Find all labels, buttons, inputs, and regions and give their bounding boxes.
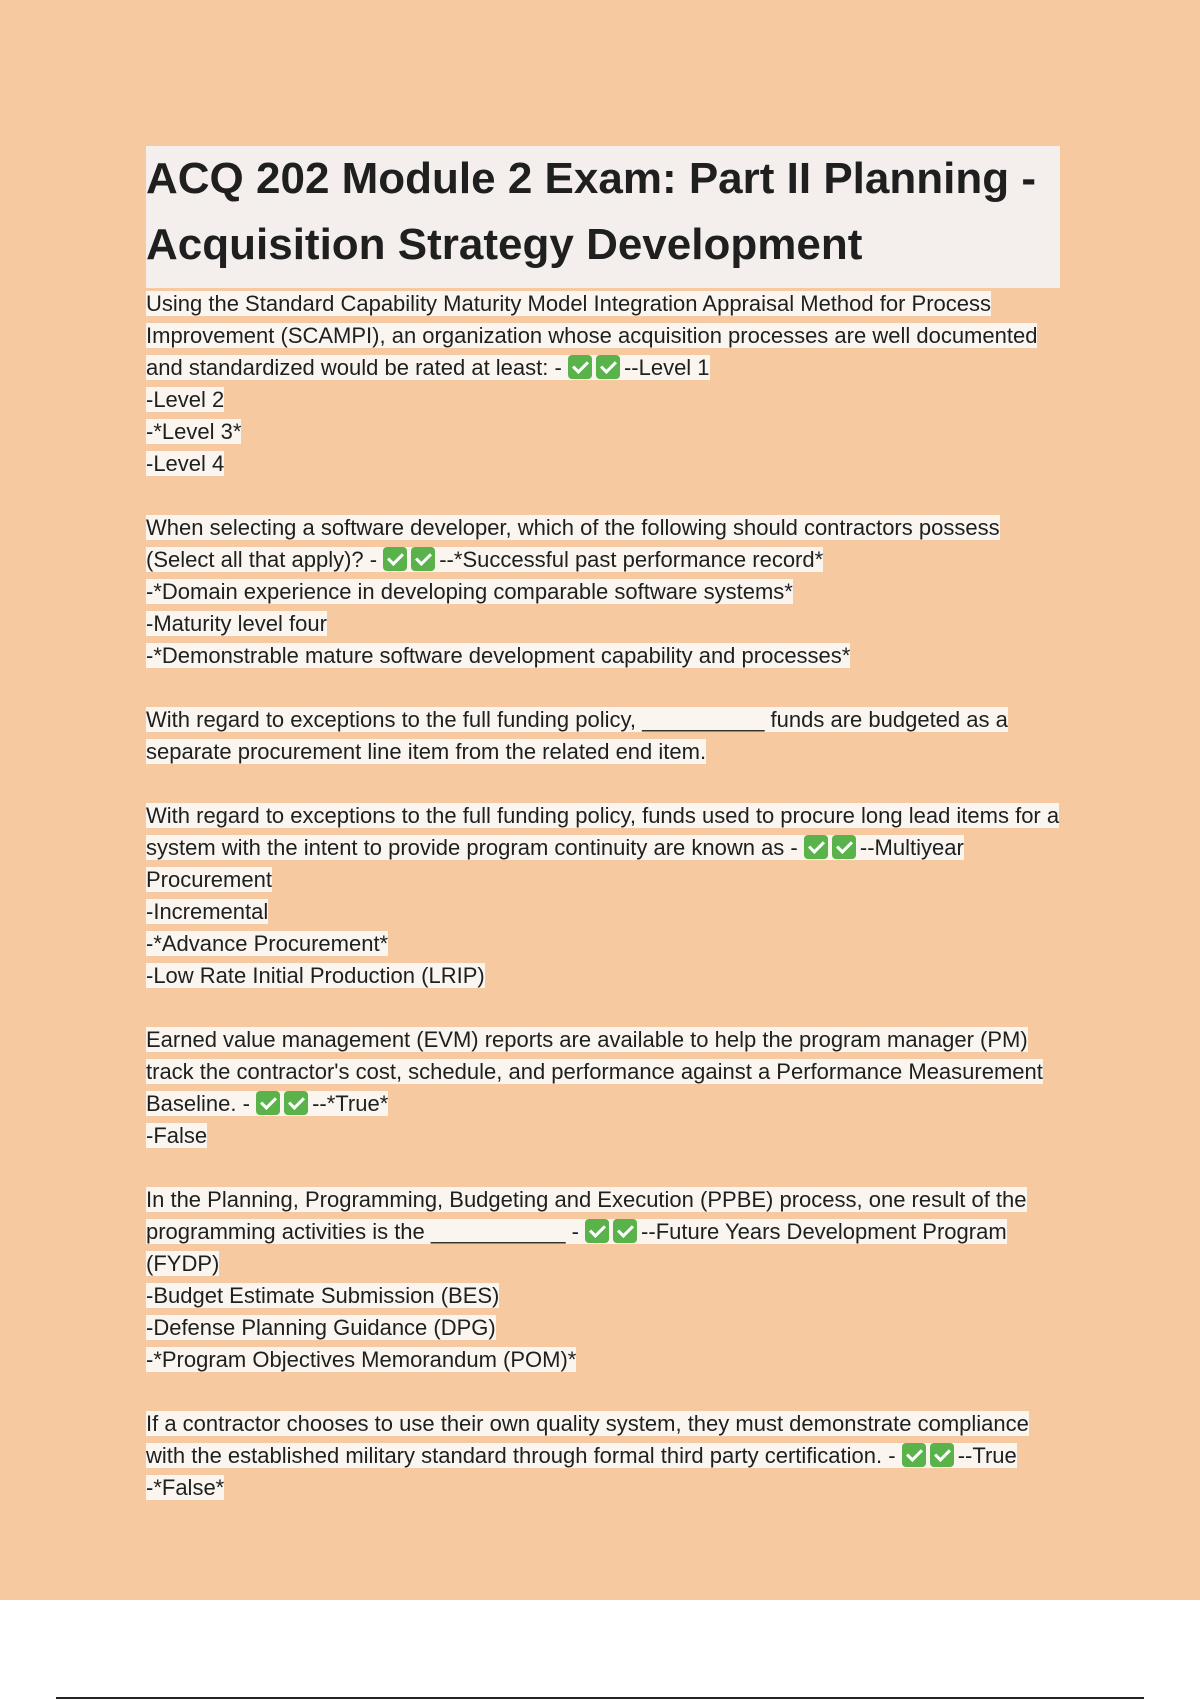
answer-option-line [146,960,1066,992]
answer-option-line [146,896,1066,928]
answer-option: --True [957,1443,1017,1468]
question-text: With regard to exceptions to the full funding policy, __________ funds are budgeted as a separate procurement line item from the related end item. [146,707,1008,764]
answer-option: --*True* [312,1091,389,1116]
answer-option: --*Successful past performance record* [439,547,824,572]
checkmark-icon [284,1091,308,1115]
answer-option: -Maturity level four [146,611,327,636]
question-block [146,1024,1066,1152]
question-block [146,1408,1066,1504]
answer-option-line [146,1472,1066,1504]
answer-option-line [146,608,1066,640]
answer-option: --Multiyear Procurement [146,835,964,892]
question-block [146,512,1066,672]
answer-option-line [146,1280,1066,1312]
document-content [146,146,1066,1536]
checkmark-icon [902,1443,926,1467]
answer-option-line [146,1312,1066,1344]
answer-option: -False [146,1123,208,1148]
checkmark-icon [930,1443,954,1467]
checkmark-icon [256,1091,280,1115]
answer-option-line [146,928,1066,960]
question-text: If a contractor chooses to use their own quality system, they must demonstrate compliance with the established military standard through formal third party certification. - --True [146,1411,1029,1468]
question-block [146,1184,1066,1376]
answer-option: -Defense Planning Guidance (DPG) [146,1315,496,1340]
question-list [146,288,1066,1504]
question-block [146,704,1066,768]
answer-option: -*Program Objectives Memorandum (POM)* [146,1347,577,1372]
document-title: ACQ 202 Module 2 Exam: Part II Planning - Acquisition Strategy Development [146,146,1060,288]
answer-option: -*Domain experience in developing comparable software systems* [146,579,793,604]
question-text: With regard to exceptions to the full funding policy, funds used to procure long lead items for a system with the intent to provide program continuity are known as - --Multiyear Procurement [146,803,1060,892]
answer-option: -Low Rate Initial Production (LRIP) [146,963,485,988]
answer-option: -Budget Estimate Submission (BES) [146,1283,500,1308]
answer-option: --Level 1 [623,355,710,380]
question-text: When selecting a software developer, which of the following should contractors possess (Select all that apply)? - --*Successful past performance record* [146,515,1000,572]
answer-option-line [146,416,1066,448]
answer-option: -*False* [146,1475,225,1500]
answer-option: -*Demonstrable mature software development capability and processes* [146,643,851,668]
question-text: Using the Standard Capability Maturity Model Integration Appraisal Method for Process Improvement (SCAMPI), an organization whose acquisition processes are well documented and standardized would be rated at least: - --Level 1 [146,291,1038,380]
answer-option: -*Advance Procurement* [146,931,389,956]
checkmark-icon [568,355,592,379]
question-block [146,800,1066,992]
page-bottom-rule [56,1697,1144,1699]
checkmark-icon [804,835,828,859]
checkmark-icon [832,835,856,859]
answer-option-line [146,576,1066,608]
answer-option-line [146,640,1066,672]
checkmark-icon [613,1219,637,1243]
answer-option-line [146,384,1066,416]
checkmark-icon [596,355,620,379]
checkmark-icon [383,547,407,571]
checkmark-icon [585,1219,609,1243]
answer-option-line [146,448,1066,480]
question-text: Earned value management (EVM) reports are available to help the program manager (PM) track the contractor's cost, schedule, and performance against a Performance Measurement Baseline. - --*True* [146,1027,1043,1116]
question-text: In the Planning, Programming, Budgeting and Execution (PPBE) process, one result of the programming activities is the ___________ - --Future Years Development Program (FYDP) [146,1187,1027,1276]
answer-option: -Incremental [146,899,269,924]
answer-option-line [146,1344,1066,1376]
answer-option: -Level 2 [146,387,225,412]
question-block [146,288,1066,480]
answer-option: --Future Years Development Program (FYDP) [146,1219,1007,1276]
answer-option: -Level 4 [146,451,225,476]
answer-option: -*Level 3* [146,419,242,444]
checkmark-icon [411,547,435,571]
answer-option-line [146,1120,1066,1152]
